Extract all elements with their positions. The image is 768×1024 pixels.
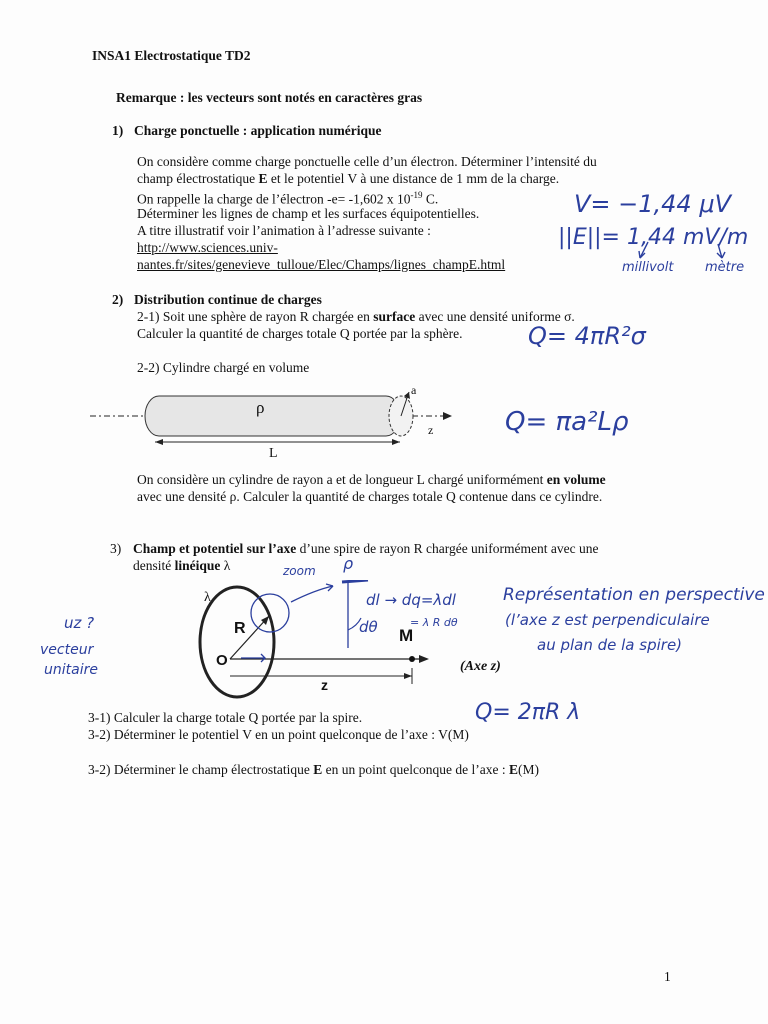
- note-perspective-3: au plan de la spire): [537, 636, 683, 654]
- question-3-3: 3-2) Déterminer le champ électrostatique E en un point quelconque de l’axe : E(M): [88, 762, 540, 777]
- ring-lambda-label: λ: [204, 590, 211, 605]
- section-3-line-2: densité linéique λ: [133, 558, 231, 573]
- cylinder-z-label: z: [428, 423, 434, 437]
- s2-line-1: 2-1) Soit une sphère de rayon R chargée en surface avec une densité uniforme σ.: [137, 309, 575, 324]
- note-uz: uz ?: [64, 614, 95, 632]
- note-vecteur: vecteur: [40, 642, 94, 658]
- remark: Remarque : les vecteurs sont notés en caractères gras: [116, 90, 423, 105]
- note-q-sphere: Q= 4πR²σ: [528, 322, 646, 350]
- note-rho: ρ: [343, 554, 354, 573]
- note-metre: mètre: [705, 260, 745, 275]
- note-arrows: [600, 240, 740, 270]
- note-perspective-2: (l’axe z est perpendiculaire: [505, 611, 710, 629]
- s2-line-3: 2-2) Cylindre chargé en volume: [137, 360, 310, 375]
- section-1-title: Charge ponctuelle : application numérique: [134, 123, 382, 138]
- section-3-number: 3): [110, 541, 122, 556]
- note-perspective-1: Représentation en perspective: [503, 585, 765, 605]
- s1-line-4: Déterminer les lignes de champ et les surfaces équipotentielles.: [137, 206, 480, 221]
- page-title: INSA1 Electrostatique TD2: [92, 48, 251, 63]
- ring: [200, 587, 274, 697]
- note-field: ||E||= 1,44 mV/m: [558, 225, 749, 250]
- s1-line-2: champ électrostatique E et le potentiel V à une distance de 1 mm de la charge.: [137, 171, 560, 186]
- note-potential: V= −1,44 μV: [574, 190, 732, 218]
- note-dl: dl → dq=λdl: [366, 591, 456, 609]
- question-3-2: 3-2) Déterminer le potentiel V en un point quelconque de l’axe : V(M): [88, 727, 469, 742]
- section-3-title: Champ et potentiel sur l’axe d’une spire de rayon R chargée uniformément avec une: [133, 541, 599, 556]
- note-q-cylinder: Q= πa²Lρ: [505, 407, 629, 437]
- question-3-1: 3-1) Calculer la charge totale Q portée par la spire.: [88, 710, 363, 725]
- ring-M-label: M: [399, 626, 414, 645]
- note-q-spire: Q= 2πR λ: [475, 700, 581, 725]
- ring-axis-label: (Axe z): [460, 659, 501, 674]
- s2-line-4: On considère un cylindre de rayon a et de longueur L chargé uniformément en volume: [137, 472, 606, 487]
- s1-line-1: On considère comme charge ponctuelle celle d’un électron. Déterminer l’intensité du: [137, 154, 597, 169]
- section-2-title: Distribution continue de charges: [134, 292, 322, 307]
- s1-line-5: A titre illustratif voir l’animation à l’adresse suivante :: [137, 223, 431, 238]
- animation-link-part-1[interactable]: http://www.sciences.univ-: [137, 240, 278, 255]
- section-1-number: 1): [112, 123, 124, 138]
- note-rdtheta: = λ R dθ: [410, 616, 458, 629]
- note-zoom: zoom: [283, 564, 316, 578]
- cylinder-rho-label: ρ: [256, 398, 265, 417]
- ring-O-label: O: [216, 652, 228, 669]
- ring-R-label: R: [234, 620, 246, 637]
- cylinder-a-label: a: [411, 383, 417, 397]
- s2-line-2: Calculer la quantité de charges totale Q portée par la sphère.: [137, 326, 463, 341]
- cylinder-body: [145, 396, 400, 436]
- section-2-number: 2): [112, 292, 124, 307]
- note-millivolt: millivolt: [622, 260, 674, 275]
- cylinder-L-label: L: [269, 446, 278, 461]
- page-number: 1: [664, 969, 671, 984]
- s1-line-3: On rappelle la charge de l’électron -e= -1,602 x $10^{-19}$ C.: [137, 190, 439, 207]
- note-unitaire: unitaire: [44, 662, 98, 678]
- s2-line-5: avec une densité ρ. Calculer la quantité de charges totale Q contenue dans ce cylindre.: [137, 489, 603, 504]
- note-dtheta: dθ: [359, 618, 378, 636]
- ring-z-label: z: [321, 677, 328, 693]
- animation-link-part-2[interactable]: nantes.fr/sites/genevieve_tulloue/Elec/Champs/lignes_champE.html: [137, 257, 506, 272]
